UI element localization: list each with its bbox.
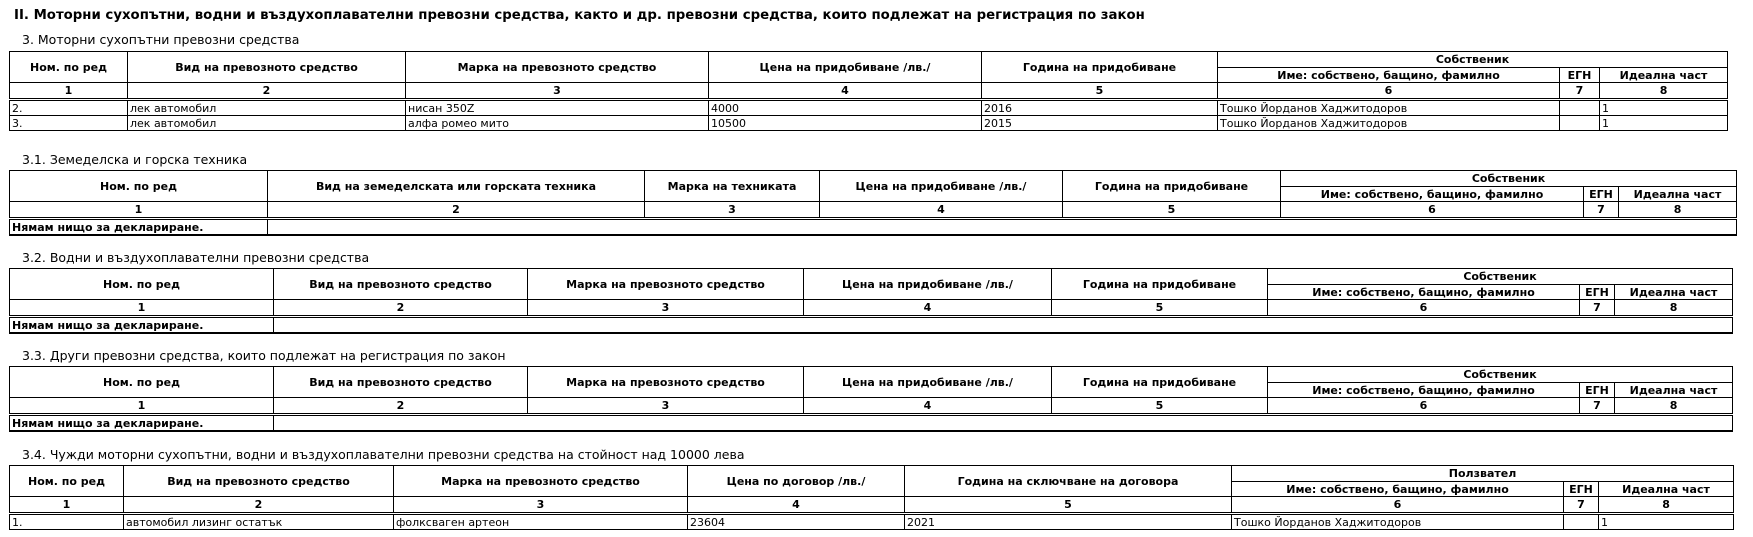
column-header: Година на придобиване	[1052, 269, 1268, 300]
owner-subheader: ЕГН	[1560, 68, 1600, 83]
section-title: 3.1. Земеделска и горска техника	[22, 152, 248, 167]
declaration-table	[9, 268, 1733, 334]
nothing-to-declare: Нямам нищо за деклариране.	[10, 415, 274, 432]
empty-cell	[274, 317, 1733, 334]
column-number: 6	[1268, 398, 1580, 415]
column-header: Цена по договор /лв./	[688, 466, 905, 497]
column-header: Марка на превозното средство	[406, 52, 709, 83]
column-number: 1	[10, 300, 274, 317]
column-number: 7	[1584, 202, 1619, 219]
owner-subheader: Име: собствено, бащино, фамилно	[1268, 383, 1580, 398]
column-number: 1	[10, 497, 124, 514]
table-cell: Тошко Йорданов Хаджитодоров	[1218, 116, 1560, 131]
column-header: Цена на придобиване /лв./	[804, 367, 1052, 398]
table-header-row	[10, 52, 1728, 68]
column-number: 7	[1560, 83, 1600, 100]
column-number: 5	[982, 83, 1218, 100]
column-header: Година на сключване на договора	[905, 466, 1232, 497]
column-header: Година на придобиване	[1063, 171, 1281, 202]
column-header: Година на придобиване	[982, 52, 1218, 83]
nothing-to-declare: Нямам нищо за деклариране.	[10, 317, 274, 334]
declaration-table	[9, 366, 1733, 432]
owner-subheader: Идеална част	[1619, 187, 1737, 202]
table-cell: 2016	[982, 100, 1218, 116]
column-header: Цена на придобиване /лв./	[804, 269, 1052, 300]
table-cell: лек автомобил	[128, 100, 406, 116]
table-header-row	[10, 171, 1737, 187]
table-cell: Тошко Йорданов Хаджитодоров	[1218, 100, 1560, 116]
column-number: 3	[406, 83, 709, 100]
page-title: II. Моторни сухопътни, водни и въздухоплавателни превозни средства, както и др. превозни средства, които подлежат на регистрация по закон	[14, 8, 1145, 23]
table-cell: 1	[1600, 100, 1728, 116]
table-cell	[1560, 100, 1600, 116]
column-header: Цена на придобиване /лв./	[709, 52, 982, 83]
table-cell: 1	[1599, 514, 1734, 530]
owner-header: Собственик	[1218, 52, 1728, 68]
column-number: 8	[1615, 398, 1733, 415]
column-header: Вид на превозното средство	[274, 367, 528, 398]
empty-cell	[274, 415, 1733, 432]
column-number: 4	[804, 300, 1052, 317]
table-cell: Тошко Йорданов Хаджитодоров	[1232, 514, 1564, 530]
column-header: Марка на превозното средство	[528, 367, 804, 398]
owner-subheader: Име: собствено, бащино, фамилно	[1218, 68, 1560, 83]
column-header: Марка на превозното средство	[528, 269, 804, 300]
owner-subheader: Идеална част	[1599, 482, 1734, 497]
column-number: 5	[905, 497, 1232, 514]
column-number: 8	[1599, 497, 1734, 514]
column-number: 7	[1564, 497, 1599, 514]
owner-subheader: Идеална част	[1615, 383, 1733, 398]
table-cell: 1.	[10, 514, 124, 530]
column-number: 4	[820, 202, 1063, 219]
owner-subheader: ЕГН	[1584, 187, 1619, 202]
table-cell: фолксваген артеон	[394, 514, 688, 530]
table-cell: 4000	[709, 100, 982, 116]
column-number: 4	[688, 497, 905, 514]
column-number-row	[10, 497, 1734, 514]
owner-subheader: ЕГН	[1564, 482, 1599, 497]
declaration-table	[9, 170, 1737, 236]
owner-subheader: Идеална част	[1600, 68, 1728, 83]
table-cell: лек автомобил	[128, 116, 406, 131]
column-number: 2	[124, 497, 394, 514]
column-header: Вид на превозното средство	[128, 52, 406, 83]
owner-subheader: Име: собствено, бащино, фамилно	[1232, 482, 1564, 497]
column-number: 6	[1268, 300, 1580, 317]
table-cell: 3.	[10, 116, 128, 131]
column-number: 6	[1281, 202, 1584, 219]
column-number: 1	[10, 83, 128, 100]
owner-header: Собственик	[1281, 171, 1737, 187]
section-title: 3.3. Други превозни средства, които подлежат на регистрация по закон	[22, 348, 506, 363]
column-number: 3	[528, 398, 804, 415]
column-number: 5	[1063, 202, 1281, 219]
column-number: 3	[645, 202, 820, 219]
column-header: Вид на превозното средство	[274, 269, 528, 300]
nothing-row	[10, 219, 1737, 236]
column-header: Ном. по ред	[10, 269, 274, 300]
column-number: 3	[394, 497, 688, 514]
nothing-row	[10, 415, 1733, 432]
column-number: 4	[804, 398, 1052, 415]
column-header: Ном. по ред	[10, 367, 274, 398]
column-number-row	[10, 83, 1728, 100]
table-cell: 10500	[709, 116, 982, 131]
nothing-to-declare: Нямам нищо за деклариране.	[10, 219, 268, 236]
column-number: 4	[709, 83, 982, 100]
column-number: 2	[268, 202, 645, 219]
owner-header: Собственик	[1268, 269, 1733, 285]
column-number-row	[10, 300, 1733, 317]
owner-subheader: Име: собствено, бащино, фамилно	[1281, 187, 1584, 202]
table-cell: 2021	[905, 514, 1232, 530]
column-number: 6	[1218, 83, 1560, 100]
empty-cell	[268, 219, 1737, 236]
section-title: 3.2. Водни и въздухоплавателни превозни средства	[22, 250, 370, 265]
table-cell: алфа ромео мито	[406, 116, 709, 131]
column-number: 8	[1600, 83, 1728, 100]
column-number: 7	[1580, 398, 1615, 415]
table-cell: 1	[1600, 116, 1728, 131]
column-header: Ном. по ред	[10, 466, 124, 497]
column-header: Марка на техниката	[645, 171, 820, 202]
table-cell: 2015	[982, 116, 1218, 131]
column-number: 8	[1619, 202, 1737, 219]
owner-subheader: ЕГН	[1580, 285, 1615, 300]
owner-subheader: ЕГН	[1580, 383, 1615, 398]
column-number: 2	[274, 300, 528, 317]
column-number: 1	[10, 202, 268, 219]
column-number: 2	[128, 83, 406, 100]
table-cell	[1560, 116, 1600, 131]
table-cell: автомобил лизинг остатък	[124, 514, 394, 530]
owner-header: Собственик	[1268, 367, 1733, 383]
column-number: 1	[10, 398, 274, 415]
table-row	[10, 116, 1728, 131]
column-number: 3	[528, 300, 804, 317]
table-cell: нисан 350Z	[406, 100, 709, 116]
table-header-row	[10, 367, 1733, 383]
column-number: 8	[1615, 300, 1733, 317]
column-header: Ном. по ред	[10, 52, 128, 83]
column-number: 6	[1232, 497, 1564, 514]
column-header: Вид на земеделската или горската техника	[268, 171, 645, 202]
declaration-table	[9, 465, 1734, 530]
column-number-row	[10, 202, 1737, 219]
column-header: Ном. по ред	[10, 171, 268, 202]
column-header: Година на придобиване	[1052, 367, 1268, 398]
column-number: 5	[1052, 398, 1268, 415]
owner-subheader: Идеална част	[1615, 285, 1733, 300]
table-header-row	[10, 466, 1734, 482]
column-header: Цена на придобиване /лв./	[820, 171, 1063, 202]
column-header: Вид на превозното средство	[124, 466, 394, 497]
table-cell: 2.	[10, 100, 128, 116]
table-cell: 23604	[688, 514, 905, 530]
column-number-row	[10, 398, 1733, 415]
table-header-row	[10, 269, 1733, 285]
nothing-row	[10, 317, 1733, 334]
table-row	[10, 514, 1734, 530]
column-number: 7	[1580, 300, 1615, 317]
section-title: 3. Моторни сухопътни превозни средства	[22, 32, 300, 47]
owner-header: Ползвател	[1232, 466, 1734, 482]
column-header: Марка на превозното средство	[394, 466, 688, 497]
section-title: 3.4. Чужди моторни сухопътни, водни и въздухоплавателни превозни средства на стойност над 10000 лева	[22, 447, 745, 462]
column-number: 2	[274, 398, 528, 415]
table-row	[10, 100, 1728, 116]
declaration-table	[9, 51, 1728, 131]
column-number: 5	[1052, 300, 1268, 317]
owner-subheader: Име: собствено, бащино, фамилно	[1268, 285, 1580, 300]
table-cell	[1564, 514, 1599, 530]
